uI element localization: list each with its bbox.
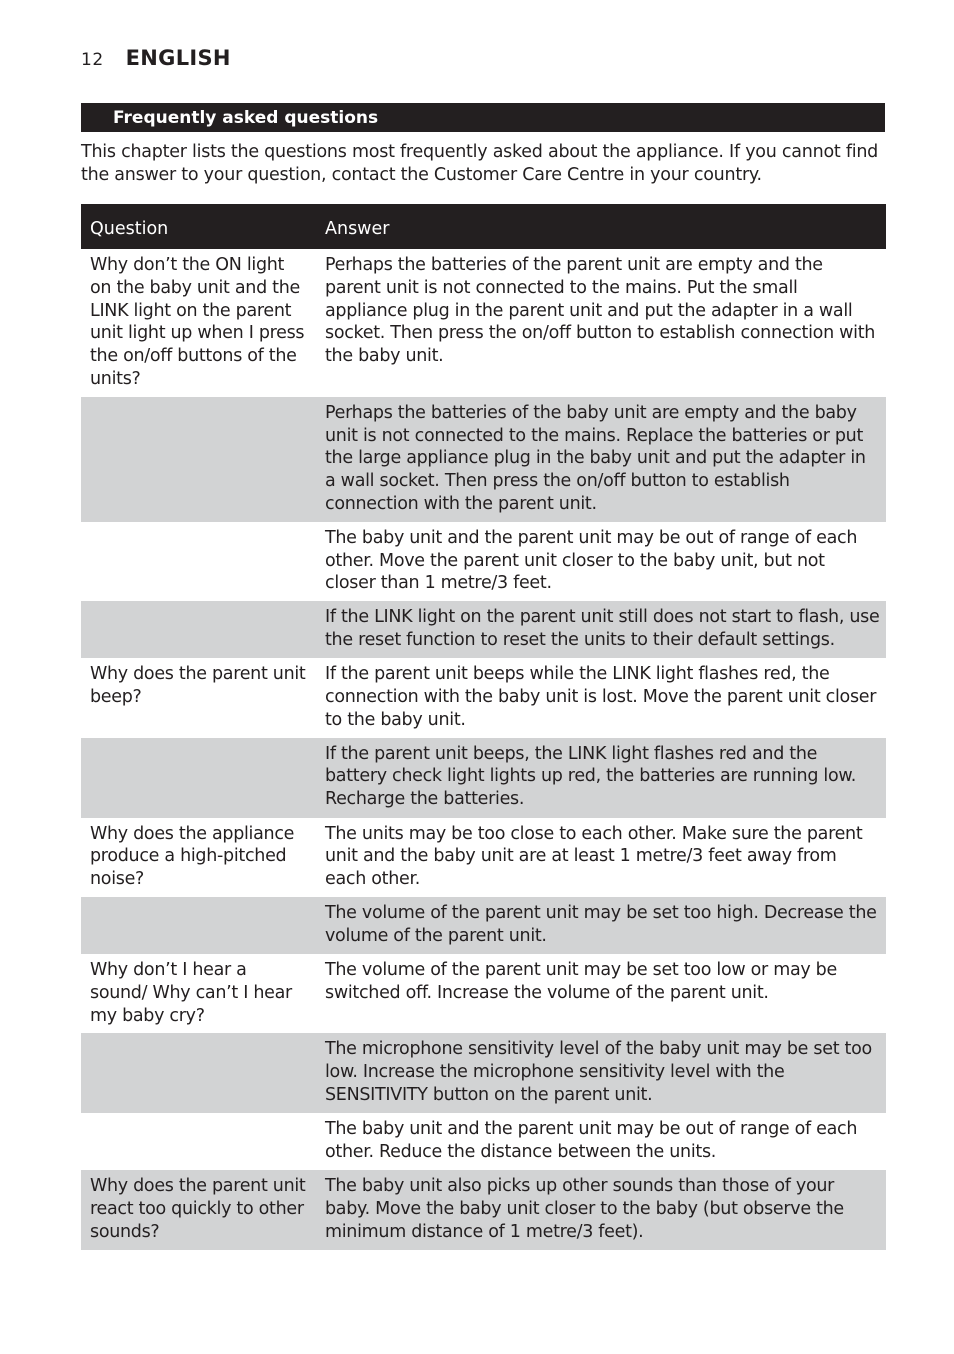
answer-cell: If the parent unit beeps, the LINK light flashes red and the battery check light lights up red, the batteries are running low. Recharge the batteries. bbox=[317, 738, 886, 818]
table-row bbox=[81, 522, 886, 601]
question-column-header: Question bbox=[81, 204, 317, 249]
intro-paragraph: This chapter lists the questions most frequently asked about the appliance. If you cannot find the answer to your question, contact the Customer Care Centre in your country. bbox=[81, 142, 879, 185]
answer-cell: The baby unit and the parent unit may be out of range of each other. Move the parent unit closer to the baby unit, but not closer than 1 metre/3 feet. bbox=[325, 527, 858, 594]
faq-table bbox=[81, 204, 886, 1250]
question-cell bbox=[81, 897, 317, 954]
section-title: Frequently asked questions bbox=[81, 103, 885, 132]
table-row bbox=[81, 897, 886, 954]
table-row bbox=[81, 818, 886, 897]
question-cell bbox=[81, 522, 317, 601]
question-cell: Why does the parent unit beep? bbox=[90, 664, 306, 707]
table-row bbox=[81, 397, 886, 522]
page-language: ENGLISH bbox=[125, 46, 231, 70]
question-cell bbox=[81, 397, 317, 522]
page-number: 12 bbox=[81, 50, 104, 70]
answer-cell: The microphone sensitivity level of the baby unit may be set too low. Increase the microphone sensitivity level with the SENSITIVITY button on the parent unit. bbox=[317, 1033, 886, 1113]
table-row bbox=[81, 658, 886, 737]
question-cell: Why does the parent unit react too quickly to other sounds? bbox=[81, 1170, 317, 1249]
question-cell bbox=[81, 601, 317, 658]
table-row bbox=[81, 738, 886, 818]
question-cell: Why don’t the ON light on the baby unit and the LINK light on the parent unit light up when I press the on/off buttons of the units? bbox=[90, 255, 305, 389]
answer-cell: The baby unit and the parent unit may be out of range of each other. Reduce the distance between the units. bbox=[325, 1119, 858, 1163]
table-row bbox=[81, 601, 886, 658]
answer-column-header: Answer bbox=[317, 204, 886, 249]
table-row bbox=[81, 1033, 886, 1113]
table-row bbox=[81, 954, 886, 1033]
table-row bbox=[81, 1170, 886, 1249]
answer-cell: The units may be too close to each other. Make sure the parent unit and the baby unit are at least 1 metre/3 feet away from each other. bbox=[325, 823, 863, 890]
answer-cell: The volume of the parent unit may be set too high. Decrease the volume of the parent unit. bbox=[317, 897, 886, 954]
question-cell bbox=[81, 738, 317, 818]
question-cell bbox=[81, 1113, 317, 1170]
page-header bbox=[81, 46, 231, 76]
answer-cell: If the LINK light on the parent unit still does not start to flash, use the reset function to reset the units to their default settings. bbox=[317, 601, 886, 658]
answer-cell: If the parent unit beeps while the LINK light flashes red, the connection with the baby unit is lost. Move the parent unit closer to the baby unit. bbox=[325, 664, 877, 730]
answer-cell: Perhaps the batteries of the baby unit are empty and the baby unit is not connected to the mains. Replace the batteries or put the large appliance plug in the baby unit and put the adapter in a wall socket. Then press the on/off button to establish connection with the parent unit. bbox=[317, 397, 886, 522]
table-row bbox=[81, 1113, 886, 1170]
table-row bbox=[81, 249, 886, 397]
question-cell bbox=[81, 1033, 317, 1113]
question-cell: Why don’t I hear a sound/ Why can’t I hear my baby cry? bbox=[90, 959, 292, 1026]
question-cell: Why does the appliance produce a high-pitched noise? bbox=[90, 823, 295, 890]
answer-cell: The volume of the parent unit may be set too low or may be switched off. Increase the volume of the parent unit. bbox=[325, 959, 837, 1003]
answer-cell: Perhaps the batteries of the parent unit are empty and the parent unit is not connected to the mains. Put the small appliance plug in the parent unit and put the adapter in a wall socket. Then press the on/off button to establish connection with the baby unit. bbox=[325, 255, 876, 367]
table-header-row bbox=[81, 204, 886, 249]
answer-cell: The baby unit also picks up other sounds than those of your baby. Move the baby unit closer to the baby (but observe the minimum distance of 1 metre/3 feet). bbox=[317, 1170, 886, 1249]
